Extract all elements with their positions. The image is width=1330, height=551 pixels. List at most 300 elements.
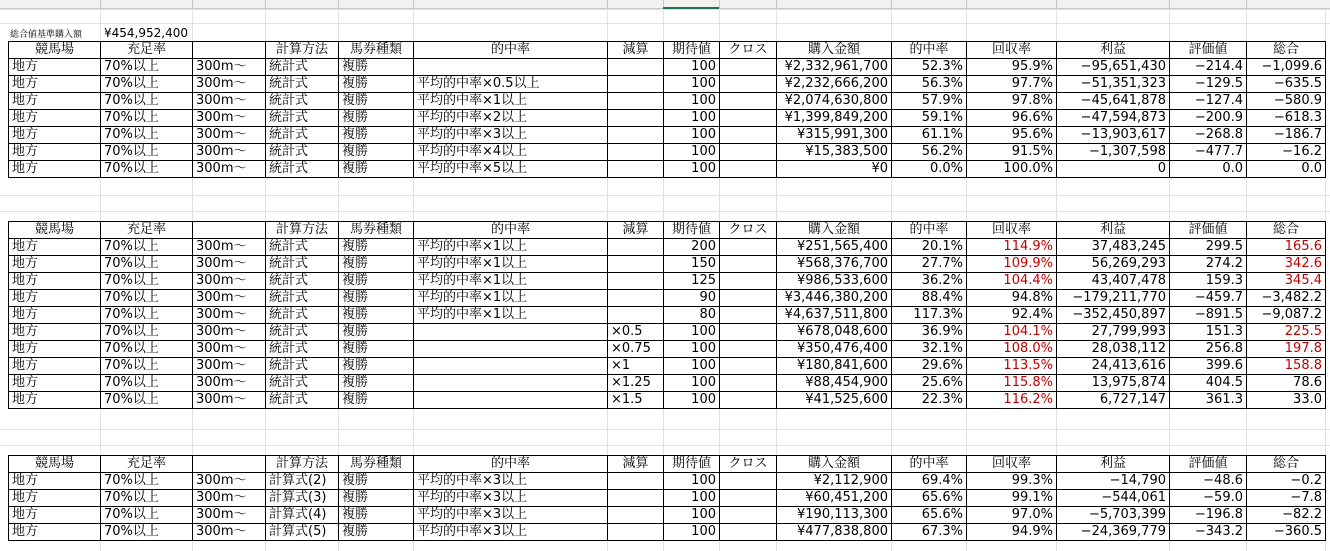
cell-hit-rate-filter[interactable]: [414, 392, 608, 409]
cell-distance[interactable]: 300m〜: [193, 59, 266, 76]
cell-profit[interactable]: −1,307,598: [1057, 144, 1170, 161]
cell-evaluation[interactable]: −477.7: [1170, 144, 1247, 161]
cell-calc-method[interactable]: 計算式(3): [266, 490, 339, 507]
cell-venue[interactable]: 地方: [9, 524, 101, 541]
cell-profit[interactable]: 56,269,293: [1057, 256, 1170, 273]
cell-cross[interactable]: [720, 110, 777, 127]
cell-purchase-amount[interactable]: ¥350,476,400: [777, 341, 892, 358]
header-expected-value[interactable]: 期待値: [664, 42, 720, 59]
cell-distance[interactable]: 300m〜: [193, 524, 266, 541]
header-distance[interactable]: [193, 222, 266, 239]
cell-calc-method[interactable]: 計算式(2): [266, 473, 339, 490]
cell-evaluation[interactable]: 361.3: [1170, 392, 1247, 409]
cell-hit-rate[interactable]: 57.9%: [892, 93, 967, 110]
cell-distance[interactable]: 300m〜: [193, 392, 266, 409]
header-calc-method[interactable]: 計算方法: [266, 456, 339, 473]
cell-fill-rate[interactable]: 70%以上: [101, 239, 193, 256]
cell-reduction[interactable]: [608, 144, 664, 161]
cell-venue[interactable]: 地方: [9, 341, 101, 358]
cell-calc-method[interactable]: 計算式(4): [266, 507, 339, 524]
cell-hit-rate-filter[interactable]: 平均的中率×1以上: [414, 307, 608, 324]
cell-total[interactable]: 33.0: [1247, 392, 1326, 409]
header-recovery-rate[interactable]: 回収率: [967, 456, 1057, 473]
cell-recovery-rate[interactable]: 95.6%: [967, 127, 1057, 144]
cell-distance[interactable]: 300m〜: [193, 76, 266, 93]
cell-hit-rate-filter[interactable]: 平均的中率×1以上: [414, 93, 608, 110]
cell-purchase-amount[interactable]: ¥251,565,400: [777, 239, 892, 256]
cell-expected-value[interactable]: 100: [664, 93, 720, 110]
cell-venue[interactable]: 地方: [9, 93, 101, 110]
cell-evaluation[interactable]: −48.6: [1170, 473, 1247, 490]
cell-evaluation[interactable]: −343.2: [1170, 524, 1247, 541]
cell-purchase-amount[interactable]: ¥1,399,849,200: [777, 110, 892, 127]
cell-fill-rate[interactable]: 70%以上: [101, 392, 193, 409]
cell-ticket-type[interactable]: 複勝: [339, 161, 414, 178]
header-hit-rate[interactable]: 的中率: [892, 42, 967, 59]
header-evaluation[interactable]: 評価値: [1170, 222, 1247, 239]
cell-ticket-type[interactable]: 複勝: [339, 507, 414, 524]
cell-hit-rate[interactable]: 29.6%: [892, 358, 967, 375]
cell-reduction[interactable]: [608, 307, 664, 324]
cell-calc-method[interactable]: 統計式: [266, 256, 339, 273]
header-distance[interactable]: [193, 42, 266, 59]
cell-total[interactable]: −9,087.2: [1247, 307, 1326, 324]
cell-profit[interactable]: −14,790: [1057, 473, 1170, 490]
cell-evaluation[interactable]: 399.6: [1170, 358, 1247, 375]
cell-calc-method[interactable]: 統計式: [266, 239, 339, 256]
cell-total[interactable]: 165.6: [1247, 239, 1326, 256]
cell-hit-rate-filter[interactable]: 平均的中率×4以上: [414, 144, 608, 161]
header-hit-rate-filter[interactable]: 的中率: [414, 456, 608, 473]
cell-fill-rate[interactable]: 70%以上: [101, 290, 193, 307]
cell-distance[interactable]: 300m〜: [193, 290, 266, 307]
cell-ticket-type[interactable]: 複勝: [339, 473, 414, 490]
cell-evaluation[interactable]: −196.8: [1170, 507, 1247, 524]
cell-total[interactable]: −360.5: [1247, 524, 1326, 541]
header-cross[interactable]: クロス: [720, 222, 777, 239]
cell-total[interactable]: −1,099.6: [1247, 59, 1326, 76]
cell-calc-method[interactable]: 統計式: [266, 341, 339, 358]
cell-distance[interactable]: 300m〜: [193, 307, 266, 324]
cell-calc-method[interactable]: 統計式: [266, 273, 339, 290]
cell-expected-value[interactable]: 100: [664, 144, 720, 161]
cell-reduction[interactable]: [608, 110, 664, 127]
cell-ticket-type[interactable]: 複勝: [339, 392, 414, 409]
header-venue[interactable]: 競馬場: [9, 456, 101, 473]
cell-hit-rate-filter[interactable]: [414, 59, 608, 76]
cell-fill-rate[interactable]: 70%以上: [101, 375, 193, 392]
cell-reduction[interactable]: ×1: [608, 358, 664, 375]
cell-total[interactable]: 197.8: [1247, 341, 1326, 358]
cell-expected-value[interactable]: 100: [664, 110, 720, 127]
cell-hit-rate[interactable]: 65.6%: [892, 507, 967, 524]
cell-cross[interactable]: [720, 59, 777, 76]
cell-fill-rate[interactable]: 70%以上: [101, 507, 193, 524]
cell-expected-value[interactable]: 150: [664, 256, 720, 273]
cell-fill-rate[interactable]: 70%以上: [101, 273, 193, 290]
cell-calc-method[interactable]: 統計式: [266, 110, 339, 127]
cell-profit[interactable]: 13,975,874: [1057, 375, 1170, 392]
cell-reduction[interactable]: [608, 127, 664, 144]
cell-calc-method[interactable]: 統計式: [266, 93, 339, 110]
header-ticket-type[interactable]: 馬券種類: [339, 222, 414, 239]
header-profit[interactable]: 利益: [1057, 456, 1170, 473]
header-reduction[interactable]: 減算: [608, 222, 664, 239]
cell-distance[interactable]: 300m〜: [193, 490, 266, 507]
cell-hit-rate[interactable]: 22.3%: [892, 392, 967, 409]
cell-fill-rate[interactable]: 70%以上: [101, 324, 193, 341]
cell-profit[interactable]: −179,211,770: [1057, 290, 1170, 307]
cell-recovery-rate[interactable]: 104.1%: [967, 324, 1057, 341]
cell-purchase-amount[interactable]: ¥2,074,630,800: [777, 93, 892, 110]
cell-ticket-type[interactable]: 複勝: [339, 273, 414, 290]
cell-total[interactable]: −16.2: [1247, 144, 1326, 161]
cell-purchase-amount[interactable]: ¥3,446,380,200: [777, 290, 892, 307]
cell-hit-rate-filter[interactable]: 平均的中率×1以上: [414, 239, 608, 256]
cell-evaluation[interactable]: 0.0: [1170, 161, 1247, 178]
cell-evaluation[interactable]: 274.2: [1170, 256, 1247, 273]
header-hit-rate[interactable]: 的中率: [892, 456, 967, 473]
cell-fill-rate[interactable]: 70%以上: [101, 59, 193, 76]
cell-reduction[interactable]: [608, 59, 664, 76]
cell-cross[interactable]: [720, 324, 777, 341]
cell-total[interactable]: −7.8: [1247, 490, 1326, 507]
cell-calc-method[interactable]: 統計式: [266, 59, 339, 76]
cell-evaluation[interactable]: 299.5: [1170, 239, 1247, 256]
cell-venue[interactable]: 地方: [9, 307, 101, 324]
cell-hit-rate[interactable]: 69.4%: [892, 473, 967, 490]
cell-total[interactable]: 0.0: [1247, 161, 1326, 178]
summary-value[interactable]: ¥454,952,400: [104, 26, 188, 40]
cell-profit[interactable]: 6,727,147: [1057, 392, 1170, 409]
header-hit-rate-filter[interactable]: 的中率: [414, 42, 608, 59]
cell-venue[interactable]: 地方: [9, 256, 101, 273]
header-cross[interactable]: クロス: [720, 456, 777, 473]
cell-venue[interactable]: 地方: [9, 59, 101, 76]
cell-profit[interactable]: 28,038,112: [1057, 341, 1170, 358]
cell-purchase-amount[interactable]: ¥180,841,600: [777, 358, 892, 375]
cell-evaluation[interactable]: −214.4: [1170, 59, 1247, 76]
cell-cross[interactable]: [720, 93, 777, 110]
cell-hit-rate[interactable]: 0.0%: [892, 161, 967, 178]
cell-cross[interactable]: [720, 76, 777, 93]
cell-venue[interactable]: 地方: [9, 324, 101, 341]
cell-ticket-type[interactable]: 複勝: [339, 307, 414, 324]
cell-distance[interactable]: 300m〜: [193, 324, 266, 341]
cell-calc-method[interactable]: 統計式: [266, 358, 339, 375]
cell-cross[interactable]: [720, 127, 777, 144]
cell-expected-value[interactable]: 100: [664, 161, 720, 178]
header-purchase-amount[interactable]: 購入金額: [777, 456, 892, 473]
cell-purchase-amount[interactable]: ¥2,332,961,700: [777, 59, 892, 76]
header-hit-rate[interactable]: 的中率: [892, 222, 967, 239]
cell-profit[interactable]: −352,450,897: [1057, 307, 1170, 324]
cell-hit-rate[interactable]: 20.1%: [892, 239, 967, 256]
cell-venue[interactable]: 地方: [9, 290, 101, 307]
cell-hit-rate[interactable]: 27.7%: [892, 256, 967, 273]
cell-ticket-type[interactable]: 複勝: [339, 59, 414, 76]
cell-evaluation[interactable]: −459.7: [1170, 290, 1247, 307]
cell-hit-rate[interactable]: 25.6%: [892, 375, 967, 392]
cell-venue[interactable]: 地方: [9, 239, 101, 256]
header-calc-method[interactable]: 計算方法: [266, 42, 339, 59]
cell-venue[interactable]: 地方: [9, 161, 101, 178]
cell-hit-rate-filter[interactable]: 平均的中率×2以上: [414, 110, 608, 127]
cell-reduction[interactable]: [608, 273, 664, 290]
cell-hit-rate[interactable]: 65.6%: [892, 490, 967, 507]
cell-fill-rate[interactable]: 70%以上: [101, 524, 193, 541]
cell-expected-value[interactable]: 100: [664, 59, 720, 76]
cell-recovery-rate[interactable]: 104.4%: [967, 273, 1057, 290]
cell-profit[interactable]: 37,483,245: [1057, 239, 1170, 256]
cell-venue[interactable]: 地方: [9, 392, 101, 409]
header-evaluation[interactable]: 評価値: [1170, 42, 1247, 59]
cell-ticket-type[interactable]: 複勝: [339, 144, 414, 161]
cell-venue[interactable]: 地方: [9, 507, 101, 524]
cell-venue[interactable]: 地方: [9, 127, 101, 144]
cell-calc-method[interactable]: 統計式: [266, 144, 339, 161]
cell-profit[interactable]: 24,413,616: [1057, 358, 1170, 375]
cell-distance[interactable]: 300m〜: [193, 273, 266, 290]
cell-cross[interactable]: [720, 473, 777, 490]
cell-recovery-rate[interactable]: 94.8%: [967, 290, 1057, 307]
cell-total[interactable]: −3,482.2: [1247, 290, 1326, 307]
cell-fill-rate[interactable]: 70%以上: [101, 307, 193, 324]
cell-expected-value[interactable]: 100: [664, 375, 720, 392]
cell-reduction[interactable]: [608, 239, 664, 256]
cell-fill-rate[interactable]: 70%以上: [101, 161, 193, 178]
cell-expected-value[interactable]: 100: [664, 490, 720, 507]
cell-distance[interactable]: 300m〜: [193, 341, 266, 358]
cell-recovery-rate[interactable]: 97.7%: [967, 76, 1057, 93]
cell-distance[interactable]: 300m〜: [193, 239, 266, 256]
cell-fill-rate[interactable]: 70%以上: [101, 93, 193, 110]
cell-ticket-type[interactable]: 複勝: [339, 358, 414, 375]
cell-ticket-type[interactable]: 複勝: [339, 375, 414, 392]
cell-hit-rate-filter[interactable]: [414, 358, 608, 375]
cell-cross[interactable]: [720, 239, 777, 256]
cell-distance[interactable]: 300m〜: [193, 127, 266, 144]
cell-hit-rate[interactable]: 32.1%: [892, 341, 967, 358]
cell-recovery-rate[interactable]: 96.6%: [967, 110, 1057, 127]
cell-purchase-amount[interactable]: ¥4,637,511,800: [777, 307, 892, 324]
cell-evaluation[interactable]: −200.9: [1170, 110, 1247, 127]
cell-cross[interactable]: [720, 524, 777, 541]
cell-ticket-type[interactable]: 複勝: [339, 256, 414, 273]
cell-hit-rate-filter[interactable]: 平均的中率×3以上: [414, 473, 608, 490]
cell-ticket-type[interactable]: 複勝: [339, 490, 414, 507]
cell-distance[interactable]: 300m〜: [193, 110, 266, 127]
cell-hit-rate-filter[interactable]: 平均的中率×3以上: [414, 507, 608, 524]
cell-fill-rate[interactable]: 70%以上: [101, 341, 193, 358]
cell-recovery-rate[interactable]: 109.9%: [967, 256, 1057, 273]
cell-purchase-amount[interactable]: ¥678,048,600: [777, 324, 892, 341]
cell-expected-value[interactable]: 100: [664, 524, 720, 541]
cell-fill-rate[interactable]: 70%以上: [101, 256, 193, 273]
header-total[interactable]: 総合: [1247, 222, 1326, 239]
cell-venue[interactable]: 地方: [9, 144, 101, 161]
header-fill-rate[interactable]: 充足率: [101, 42, 193, 59]
cell-evaluation[interactable]: −59.0: [1170, 490, 1247, 507]
cell-cross[interactable]: [720, 161, 777, 178]
cell-recovery-rate[interactable]: 115.8%: [967, 375, 1057, 392]
cell-calc-method[interactable]: 統計式: [266, 290, 339, 307]
cell-recovery-rate[interactable]: 113.5%: [967, 358, 1057, 375]
cell-fill-rate[interactable]: 70%以上: [101, 358, 193, 375]
cell-reduction[interactable]: [608, 93, 664, 110]
cell-profit[interactable]: 27,799,993: [1057, 324, 1170, 341]
cell-expected-value[interactable]: 100: [664, 324, 720, 341]
cell-cross[interactable]: [720, 341, 777, 358]
cell-evaluation[interactable]: 404.5: [1170, 375, 1247, 392]
cell-purchase-amount[interactable]: ¥315,991,300: [777, 127, 892, 144]
cell-ticket-type[interactable]: 複勝: [339, 290, 414, 307]
cell-hit-rate-filter[interactable]: 平均的中率×3以上: [414, 127, 608, 144]
cell-purchase-amount[interactable]: ¥477,838,800: [777, 524, 892, 541]
cell-profit[interactable]: −45,641,878: [1057, 93, 1170, 110]
cell-expected-value[interactable]: 125: [664, 273, 720, 290]
cell-cross[interactable]: [720, 256, 777, 273]
cell-venue[interactable]: 地方: [9, 273, 101, 290]
cell-reduction[interactable]: [608, 507, 664, 524]
header-venue[interactable]: 競馬場: [9, 222, 101, 239]
cell-reduction[interactable]: [608, 290, 664, 307]
header-distance[interactable]: [193, 456, 266, 473]
header-total[interactable]: 総合: [1247, 42, 1326, 59]
cell-reduction[interactable]: [608, 490, 664, 507]
cell-ticket-type[interactable]: 複勝: [339, 76, 414, 93]
cell-total[interactable]: 225.5: [1247, 324, 1326, 341]
cell-profit[interactable]: 43,407,478: [1057, 273, 1170, 290]
cell-calc-method[interactable]: 計算式(5): [266, 524, 339, 541]
cell-expected-value[interactable]: 100: [664, 127, 720, 144]
cell-profit[interactable]: −95,651,430: [1057, 59, 1170, 76]
cell-evaluation[interactable]: −129.5: [1170, 76, 1247, 93]
header-evaluation[interactable]: 評価値: [1170, 456, 1247, 473]
cell-expected-value[interactable]: 100: [664, 358, 720, 375]
cell-calc-method[interactable]: 統計式: [266, 127, 339, 144]
cell-calc-method[interactable]: 統計式: [266, 324, 339, 341]
cell-recovery-rate[interactable]: 99.1%: [967, 490, 1057, 507]
cell-reduction[interactable]: [608, 76, 664, 93]
cell-total[interactable]: −618.3: [1247, 110, 1326, 127]
cell-recovery-rate[interactable]: 95.9%: [967, 59, 1057, 76]
cell-purchase-amount[interactable]: ¥2,232,666,200: [777, 76, 892, 93]
cell-fill-rate[interactable]: 70%以上: [101, 473, 193, 490]
header-expected-value[interactable]: 期待値: [664, 222, 720, 239]
summary-row[interactable]: [10, 26, 188, 40]
cell-reduction[interactable]: ×1.5: [608, 392, 664, 409]
cell-evaluation[interactable]: −891.5: [1170, 307, 1247, 324]
cell-cross[interactable]: [720, 273, 777, 290]
cell-cross[interactable]: [720, 144, 777, 161]
cell-distance[interactable]: 300m〜: [193, 161, 266, 178]
cell-hit-rate-filter[interactable]: 平均的中率×3以上: [414, 490, 608, 507]
header-recovery-rate[interactable]: 回収率: [967, 42, 1057, 59]
cell-reduction[interactable]: [608, 161, 664, 178]
cell-recovery-rate[interactable]: 108.0%: [967, 341, 1057, 358]
cell-hit-rate-filter[interactable]: [414, 324, 608, 341]
cell-evaluation[interactable]: −127.4: [1170, 93, 1247, 110]
cell-total[interactable]: 342.6: [1247, 256, 1326, 273]
header-venue[interactable]: 競馬場: [9, 42, 101, 59]
cell-total[interactable]: 78.6: [1247, 375, 1326, 392]
header-calc-method[interactable]: 計算方法: [266, 222, 339, 239]
cell-expected-value[interactable]: 100: [664, 507, 720, 524]
cell-evaluation[interactable]: 151.3: [1170, 324, 1247, 341]
cell-hit-rate-filter[interactable]: 平均的中率×1以上: [414, 273, 608, 290]
cell-recovery-rate[interactable]: 116.2%: [967, 392, 1057, 409]
cell-expected-value[interactable]: 200: [664, 239, 720, 256]
cell-fill-rate[interactable]: 70%以上: [101, 490, 193, 507]
cell-ticket-type[interactable]: 複勝: [339, 93, 414, 110]
header-reduction[interactable]: 減算: [608, 456, 664, 473]
cell-recovery-rate[interactable]: 97.0%: [967, 507, 1057, 524]
cell-evaluation[interactable]: −268.8: [1170, 127, 1247, 144]
cell-venue[interactable]: 地方: [9, 490, 101, 507]
cell-venue[interactable]: 地方: [9, 358, 101, 375]
cell-distance[interactable]: 300m〜: [193, 358, 266, 375]
cell-hit-rate[interactable]: 56.3%: [892, 76, 967, 93]
cell-ticket-type[interactable]: 複勝: [339, 127, 414, 144]
cell-hit-rate-filter[interactable]: [414, 341, 608, 358]
cell-evaluation[interactable]: 159.3: [1170, 273, 1247, 290]
cell-purchase-amount[interactable]: ¥986,533,600: [777, 273, 892, 290]
cell-purchase-amount[interactable]: ¥41,525,600: [777, 392, 892, 409]
cell-expected-value[interactable]: 80: [664, 307, 720, 324]
cell-purchase-amount[interactable]: ¥190,113,300: [777, 507, 892, 524]
cell-purchase-amount[interactable]: ¥88,454,900: [777, 375, 892, 392]
cell-ticket-type[interactable]: 複勝: [339, 324, 414, 341]
header-profit[interactable]: 利益: [1057, 42, 1170, 59]
header-total[interactable]: 総合: [1247, 456, 1326, 473]
header-fill-rate[interactable]: 充足率: [101, 456, 193, 473]
header-fill-rate[interactable]: 充足率: [101, 222, 193, 239]
cell-distance[interactable]: 300m〜: [193, 93, 266, 110]
cell-cross[interactable]: [720, 490, 777, 507]
cell-cross[interactable]: [720, 392, 777, 409]
cell-ticket-type[interactable]: 複勝: [339, 524, 414, 541]
cell-hit-rate-filter[interactable]: 平均的中率×1以上: [414, 256, 608, 273]
cell-fill-rate[interactable]: 70%以上: [101, 76, 193, 93]
cell-total[interactable]: 345.4: [1247, 273, 1326, 290]
cell-hit-rate[interactable]: 59.1%: [892, 110, 967, 127]
cell-recovery-rate[interactable]: 92.4%: [967, 307, 1057, 324]
cell-fill-rate[interactable]: 70%以上: [101, 144, 193, 161]
cell-reduction[interactable]: [608, 524, 664, 541]
header-ticket-type[interactable]: 馬券種類: [339, 42, 414, 59]
header-hit-rate-filter[interactable]: 的中率: [414, 222, 608, 239]
header-cross[interactable]: クロス: [720, 42, 777, 59]
cell-profit[interactable]: −47,594,873: [1057, 110, 1170, 127]
cell-hit-rate-filter[interactable]: 平均的中率×0.5以上: [414, 76, 608, 93]
cell-distance[interactable]: 300m〜: [193, 256, 266, 273]
cell-distance[interactable]: 300m〜: [193, 375, 266, 392]
cell-recovery-rate[interactable]: 99.3%: [967, 473, 1057, 490]
cell-evaluation[interactable]: 256.8: [1170, 341, 1247, 358]
header-ticket-type[interactable]: 馬券種類: [339, 456, 414, 473]
cell-purchase-amount[interactable]: ¥0: [777, 161, 892, 178]
cell-cross[interactable]: [720, 307, 777, 324]
cell-hit-rate[interactable]: 61.1%: [892, 127, 967, 144]
cell-total[interactable]: −82.2: [1247, 507, 1326, 524]
cell-recovery-rate[interactable]: 97.8%: [967, 93, 1057, 110]
cell-distance[interactable]: 300m〜: [193, 473, 266, 490]
cell-calc-method[interactable]: 統計式: [266, 392, 339, 409]
cell-total[interactable]: −0.2: [1247, 473, 1326, 490]
cell-profit[interactable]: −5,703,399: [1057, 507, 1170, 524]
cell-distance[interactable]: 300m〜: [193, 144, 266, 161]
